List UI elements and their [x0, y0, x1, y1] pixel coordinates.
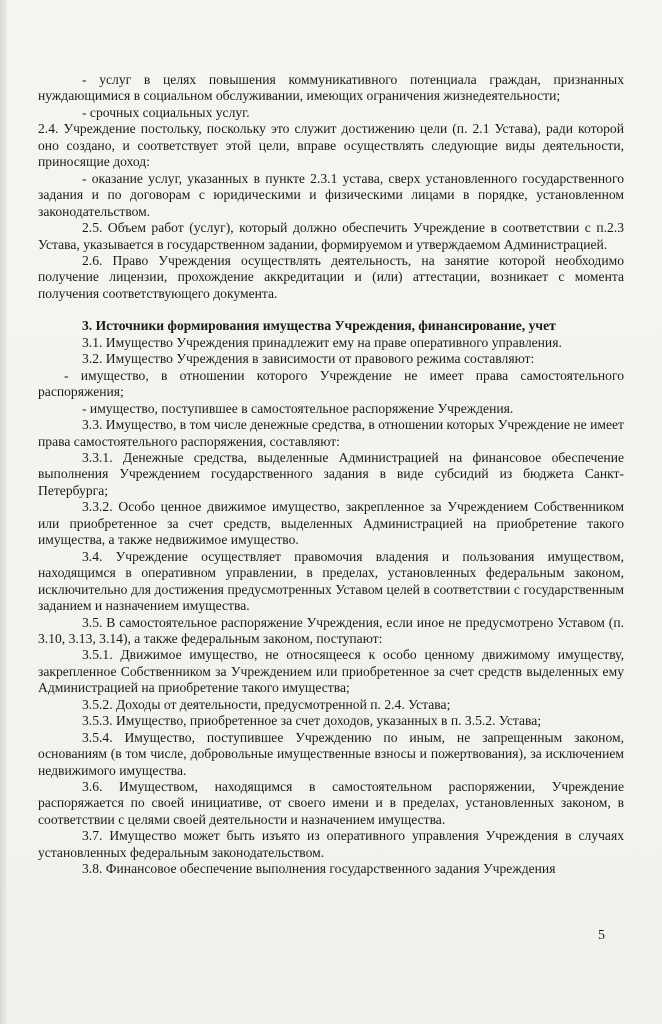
- paragraph-urgent-services: - срочных социальных услуг.: [82, 104, 250, 120]
- paragraph-2-4: 2.4. Учреждение постольку, поскольку это служит достижению цели (п. 2.1 Устава), ради которой оно создано, и соответствует этой цели, вправе осуществлять следующие виды деятельности, приносящие доход:: [38, 121, 624, 170]
- paragraph-3-5: 3.5. В самостоятельное распоряжение Учреждения, если иное не предусмотрено Уставом (п. 3.10, 3.13, 3.14), а также федеральным законом, поступают:: [38, 614, 624, 646]
- paragraph-3-3-1: 3.3.1. Денежные средства, выделенные Администрацией на финансовое обеспечение выполнения Учреждением государственного задания в виде субсидий из бюджета Санкт-Петербурга;: [38, 449, 624, 498]
- scan-edge: [0, 0, 7, 1024]
- paragraph-3-5-1: 3.5.1. Движимое имущество, не относящееся к особо ценному движимому имуществу, закрепленное Собственником за Учреждением или приобретенное за счет средств выделенных ему Администрацией на приобретение такого имущества;: [38, 647, 624, 696]
- paragraph-services-communicative: - услуг в целях повышения коммуникативного потенциала граждан, признанных нуждающимися в социальном обслуживании, имеющих ограничения жизнедеятельности;: [38, 72, 624, 104]
- paragraph-2-4-item: - оказание услуг, указанных в пункте 2.3.1 устава, сверх установленного государственного задания и по договорам с юридическими и физическими лицами в порядке, установленном законодательством.: [38, 170, 624, 219]
- page-number: 5: [598, 928, 605, 943]
- paragraph-3-4: 3.4. Учреждение осуществляет правомочия владения и пользования имуществом, находящимся в оперативном управлении, в пределах, установленных федеральным законом, исключительно для достижения предусмотренных Уставом целей в соответствии с государственным заданием и назначением имущества.: [38, 548, 624, 614]
- paragraph-3-8: 3.8. Финансовое обеспечение выполнения государственного задания Учреждения: [82, 861, 556, 877]
- paragraph-3-5-3: 3.5.3. Имущество, приобретенное за счет доходов, указанных в п. 3.5.2. Устава;: [82, 713, 542, 729]
- paragraph-3-5-4: 3.5.4. Имущество, поступившее Учреждению по иным, не запрещенным законом, основаниям (в том числе, добровольные имущественные взносы и пожертвования), за исключением недвижимого имущества.: [38, 729, 624, 778]
- paragraph-3-5-2: 3.5.2. Доходы от деятельности, предусмотренной п. 2.4. Устава;: [82, 696, 451, 712]
- paragraph-3-3-2: 3.3.2. Особо ценное движимое имущество, закрепленное за Учреждением Собственником или приобретенное за счет средств, выделенных Администрацией на приобретение такого имущества, а также недвижимое имущество.: [38, 499, 624, 548]
- paragraph-3-2: 3.2. Имущество Учреждения в зависимости от правового режима составляют:: [82, 351, 535, 367]
- paragraph-3-1: 3.1. Имущество Учреждения принадлежит ему на праве оперативного управления.: [82, 334, 562, 350]
- paragraph-2-5: 2.5. Объем работ (услуг), который должно обеспечить Учреждение в соответствии с п.2.3 Устава, указывается в государственном задании, формируемом и утверждаемом Администрацией.: [38, 220, 624, 252]
- document-body: [38, 72, 624, 878]
- section-3-heading: 3. Источники формирования имущества Учреждения, финансирование, учет: [82, 318, 556, 334]
- paragraph-3-2-item-2: - имущество, поступившее в самостоятельное распоряжение Учреждения.: [82, 400, 514, 416]
- paragraph-3-2-item-1: - имущество, в отношении которого Учреждение не имеет права самостоятельного распоряжения;: [38, 367, 624, 400]
- paragraph-3-6: 3.6. Имуществом, находящимся в самостоятельном распоряжении, Учреждение распоряжается по своей инициативе, от своего имени и в пределах, установленных законом, в соответствии с целями своей деятельности и назначением имущества.: [38, 779, 624, 827]
- paragraph-3-3: 3.3. Имущество, в том числе денежные средства, в отношении которых Учреждение не имеет права самостоятельного распоряжения, составляют:: [38, 417, 624, 449]
- paragraph-3-7: 3.7. Имущество может быть изъято из оперативного управления Учреждения в случаях установленных федеральным законодательством.: [38, 828, 624, 860]
- paragraph-2-6: 2.6. Право Учреждения осуществлять деятельность, на занятие которой необходимо получение лицензии, прохождение аккредитации и (или) аттестации, возникает с момента получения соответствующего документа.: [38, 252, 624, 301]
